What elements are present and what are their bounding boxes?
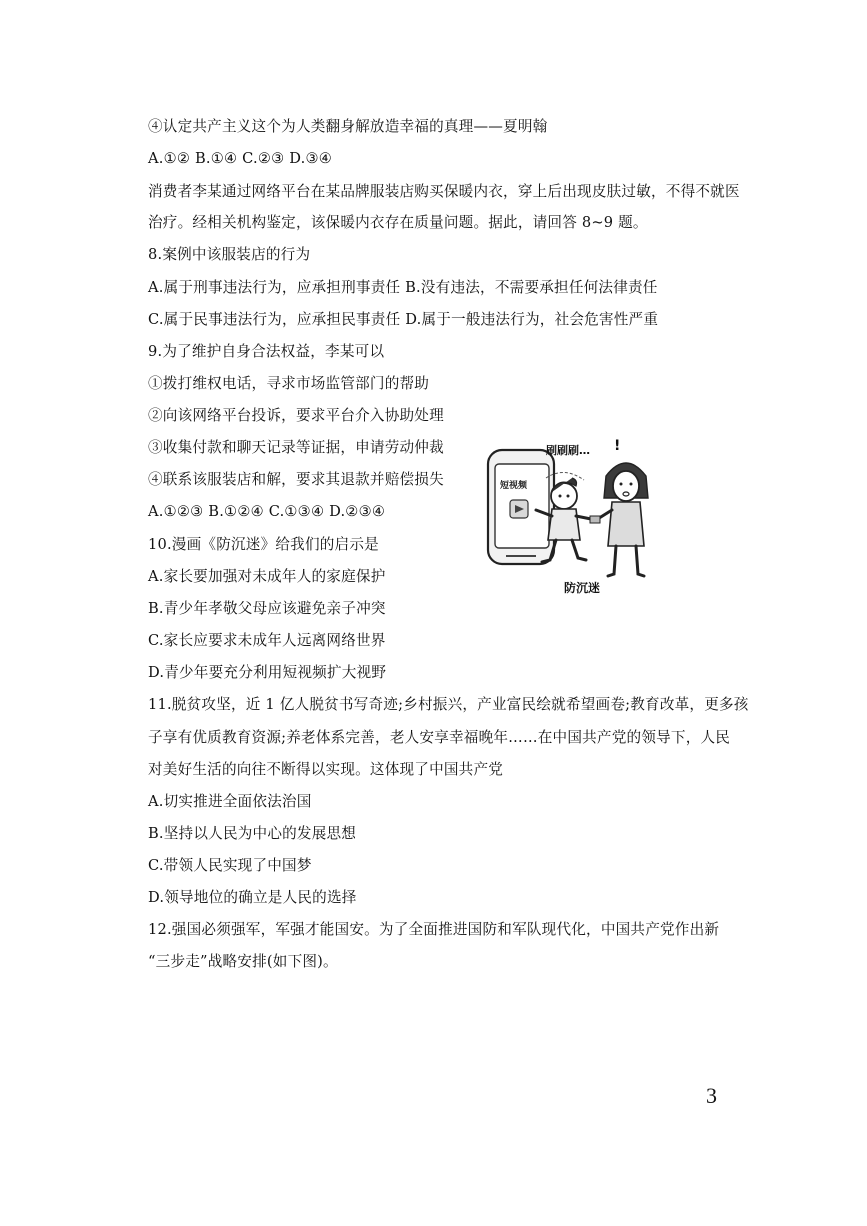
q9-option-2: ②向该网络平台投诉，要求平台介入协助处理 bbox=[148, 407, 444, 424]
q9-option-4: ④联系该服装店和解，要求其退款并赔偿损失 bbox=[148, 471, 444, 488]
q11-choice-c: C.带领人民实现了中国梦 bbox=[148, 857, 312, 874]
case-intro-line-2: 治疗。经相关机构鉴定，该保暖内衣存在质量问题。据此，请回答 8~9 题。 bbox=[148, 214, 648, 231]
q11-stem-line-3: 对美好生活的向往不断得以实现。这体现了中国共产党 bbox=[148, 761, 504, 778]
mother-figure bbox=[590, 463, 648, 576]
q7-option-4: ④认定共产主义这个为人类翻身解放造幸福的真理——夏明翰 bbox=[148, 118, 548, 135]
q9-choices: A.①②③ B.①②④ C.①③④ D.②③④ bbox=[148, 503, 386, 520]
q11-choice-d: D.领导地位的确立是人民的选择 bbox=[148, 889, 357, 906]
q12-stem-line-2: “三步走”战略安排(如下图)。 bbox=[148, 953, 338, 970]
exclaim-mark: ! bbox=[614, 438, 621, 454]
q9-option-1: ①拨打维权电话，寻求市场监管部门的帮助 bbox=[148, 375, 430, 392]
q12-stem-line-1: 12.强国必须强军，军强才能国安。为了全面推进国防和军队现代化，中国共产党作出新 bbox=[148, 921, 720, 938]
q10-stem: 10.漫画《防沉迷》给我们的启示是 bbox=[148, 536, 379, 553]
cartoon-drawing bbox=[486, 436, 686, 600]
q8-choices-ab: A.属于刑事违法行为，应承担刑事责任 B.没有违法，不需要承担任何法律责任 bbox=[148, 279, 658, 296]
q10-choice-b: B.青少年孝敬父母应该避免亲子冲突 bbox=[148, 600, 386, 617]
anti-addiction-cartoon bbox=[486, 436, 686, 600]
page-number: 3 bbox=[706, 1083, 717, 1108]
q10-choice-a: A.家长要加强对未成年人的家庭保护 bbox=[148, 568, 386, 585]
q8-choices-cd: C.属于民事违法行为，应承担民事责任 D.属于一般违法行为，社会危害性严重 bbox=[148, 311, 659, 328]
q11-choice-b: B.坚持以人民为中心的发展思想 bbox=[148, 825, 357, 842]
case-intro-line-1: 消费者李某通过网络平台在某品牌服装店购买保暖内衣，穿上后出现皮肤过敏，不得不就医 bbox=[148, 183, 740, 200]
q11-stem-line-2: 子享有优质教育资源;养老体系完善，老人安享幸福晚年……在中国共产党的领导下，人民 bbox=[148, 729, 731, 746]
q8-stem: 8.案例中该服装店的行为 bbox=[148, 246, 311, 263]
q11-stem-line-1: 11.脱贫攻坚，近 1 亿人脱贫书写奇迹;乡村振兴，产业富民绘就希望画卷;教育改革，更多孩 bbox=[148, 696, 749, 713]
q7-choices: A.①② B.①④ C.②③ D.③④ bbox=[148, 150, 333, 167]
q10-choice-d: D.青少年要充分利用短视频扩大视野 bbox=[148, 664, 387, 681]
q9-stem: 9.为了维护自身合法权益，李某可以 bbox=[148, 343, 385, 360]
q11-choice-a: A.切实推进全面依法治国 bbox=[148, 793, 312, 810]
cartoon-caption: 防沉迷 bbox=[564, 581, 601, 595]
phone-illustration bbox=[488, 450, 554, 564]
speech-text: 刷刷刷… bbox=[546, 444, 590, 457]
q9-option-3: ③收集付款和聊天记录等证据，申请劳动仲裁 bbox=[148, 439, 444, 456]
q10-choice-c: C.家长应要求未成年人远离网络世界 bbox=[148, 632, 386, 649]
phone-label: 短视频 bbox=[500, 481, 528, 491]
